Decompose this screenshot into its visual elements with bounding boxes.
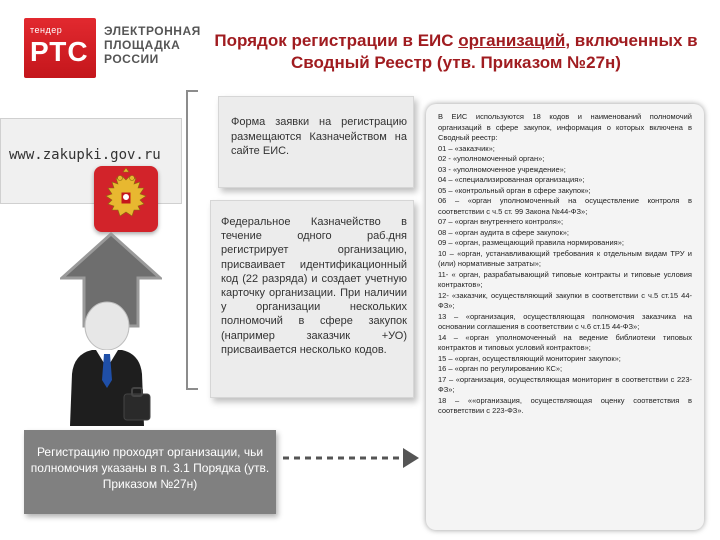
code-item: 12- «заказчик, осуществляющий закупки в соответствии с ч.5 ст.15 44-ФЗ»; — [438, 290, 692, 310]
registration-note-box — [24, 430, 276, 514]
code-item: 15 – «орган, осуществляющий мониторинг закупок»; — [438, 353, 621, 363]
brand-name — [104, 24, 204, 66]
code-item: 02 - «уполномоченный орган»; — [438, 154, 545, 163]
authority-codes-panel — [426, 104, 704, 530]
code-item: 18 – ««организация, осуществляющая оценку соответствия в соответствии с 223-ФЗ». — [438, 395, 692, 415]
code-item: 11- « орган, разрабатывающий типовые контракты и типовые условия контрактов»; — [438, 269, 692, 289]
treasury-info-card — [210, 200, 414, 398]
brand-line-3: РОССИИ — [104, 52, 159, 66]
site-url[interactable]: www.zakupki.gov.ru — [9, 147, 161, 163]
code-item: 01 – «заказчик»; — [438, 143, 495, 153]
code-item: 06 – «орган уполномоченный на осуществление контроля в соответствии с ч.5 ст. 99 Закона №44-ФЗ»; — [438, 196, 692, 216]
form-info-text: Форма заявки на регистрацию размещаются Казначейством на сайте ЕИС. — [231, 116, 407, 157]
treasury-info-text: Федеральное Казначейство в течение одного раб.дня регистрирует организацию, присваивает идентификационный код (22 разряда) и создает учетную карточку организации. При наличии у организации нескольких полномочий в сфере закупок (например заказчик +УО) присваивается несколько кодов. — [221, 216, 407, 356]
code-item: 08 – «орган аудита в сфере закупок»; — [438, 227, 570, 237]
page-title — [206, 30, 706, 74]
code-item: 10 – «орган, устанавливающий требования к отдельным видам ТРУ и (или) нормативные затраты»; — [438, 248, 692, 268]
codes-intro: В ЕИС используются 18 кодов и наименований полномочий организаций в сфере закупок, информация о которых включена в Сводный реестр: — [438, 112, 692, 142]
code-item: 07 – «орган внутреннего контроля»; — [438, 217, 564, 226]
brand-line-2: ПЛОЩАДКА — [104, 38, 181, 52]
code-item: 17 – «организация, осуществляющая мониторинг в соответствии с 223-ФЗ»; — [438, 374, 692, 394]
right-arrow-icon — [281, 436, 421, 480]
title-part-1: Порядок регистрации в ЕИС — [214, 31, 459, 50]
code-item: 16 – «орган по регулированию КС»; — [438, 364, 563, 373]
rts-logo — [24, 18, 96, 78]
logo-small-text: тендер — [30, 25, 63, 35]
code-item: 09 – «орган, размещающий правила нормирования»; — [438, 238, 624, 247]
codes-list — [438, 112, 692, 417]
code-item: 04 – «специализированная организация»; — [438, 175, 585, 184]
form-info-card — [218, 96, 414, 188]
code-item: 03 - «уполномоченное учреждение»; — [438, 164, 566, 174]
title-underlined: организаций — [458, 31, 566, 50]
brand-line-1: ЭЛЕКТРОННАЯ — [104, 24, 201, 38]
registration-note-text: Регистрацию проходят организации, чьи полномочия указаны в п. 3.1 Порядка (утв. Приказом №27н) — [30, 445, 270, 491]
logo-big-text: РТС — [30, 36, 89, 67]
code-item: 14 – «орган уполномоченный на ведение библиотеки типовых контрактов и типовых условий контрактов»; — [438, 332, 692, 352]
group-bracket — [186, 90, 198, 390]
code-item: 13 – «организация, осуществляющая полномочия заказчика на основании соглашения в соответствии с ч.6 ст.15 44-ФЗ»; — [438, 311, 692, 331]
russian-emblem-icon — [94, 166, 158, 232]
title-part-2: , включенных в Сводный Реестр (утв. Приказом №27н) — [291, 31, 698, 72]
code-item: 05 – «контрольный орган в сфере закупок»; — [438, 185, 591, 195]
businessman-icon — [52, 298, 162, 428]
